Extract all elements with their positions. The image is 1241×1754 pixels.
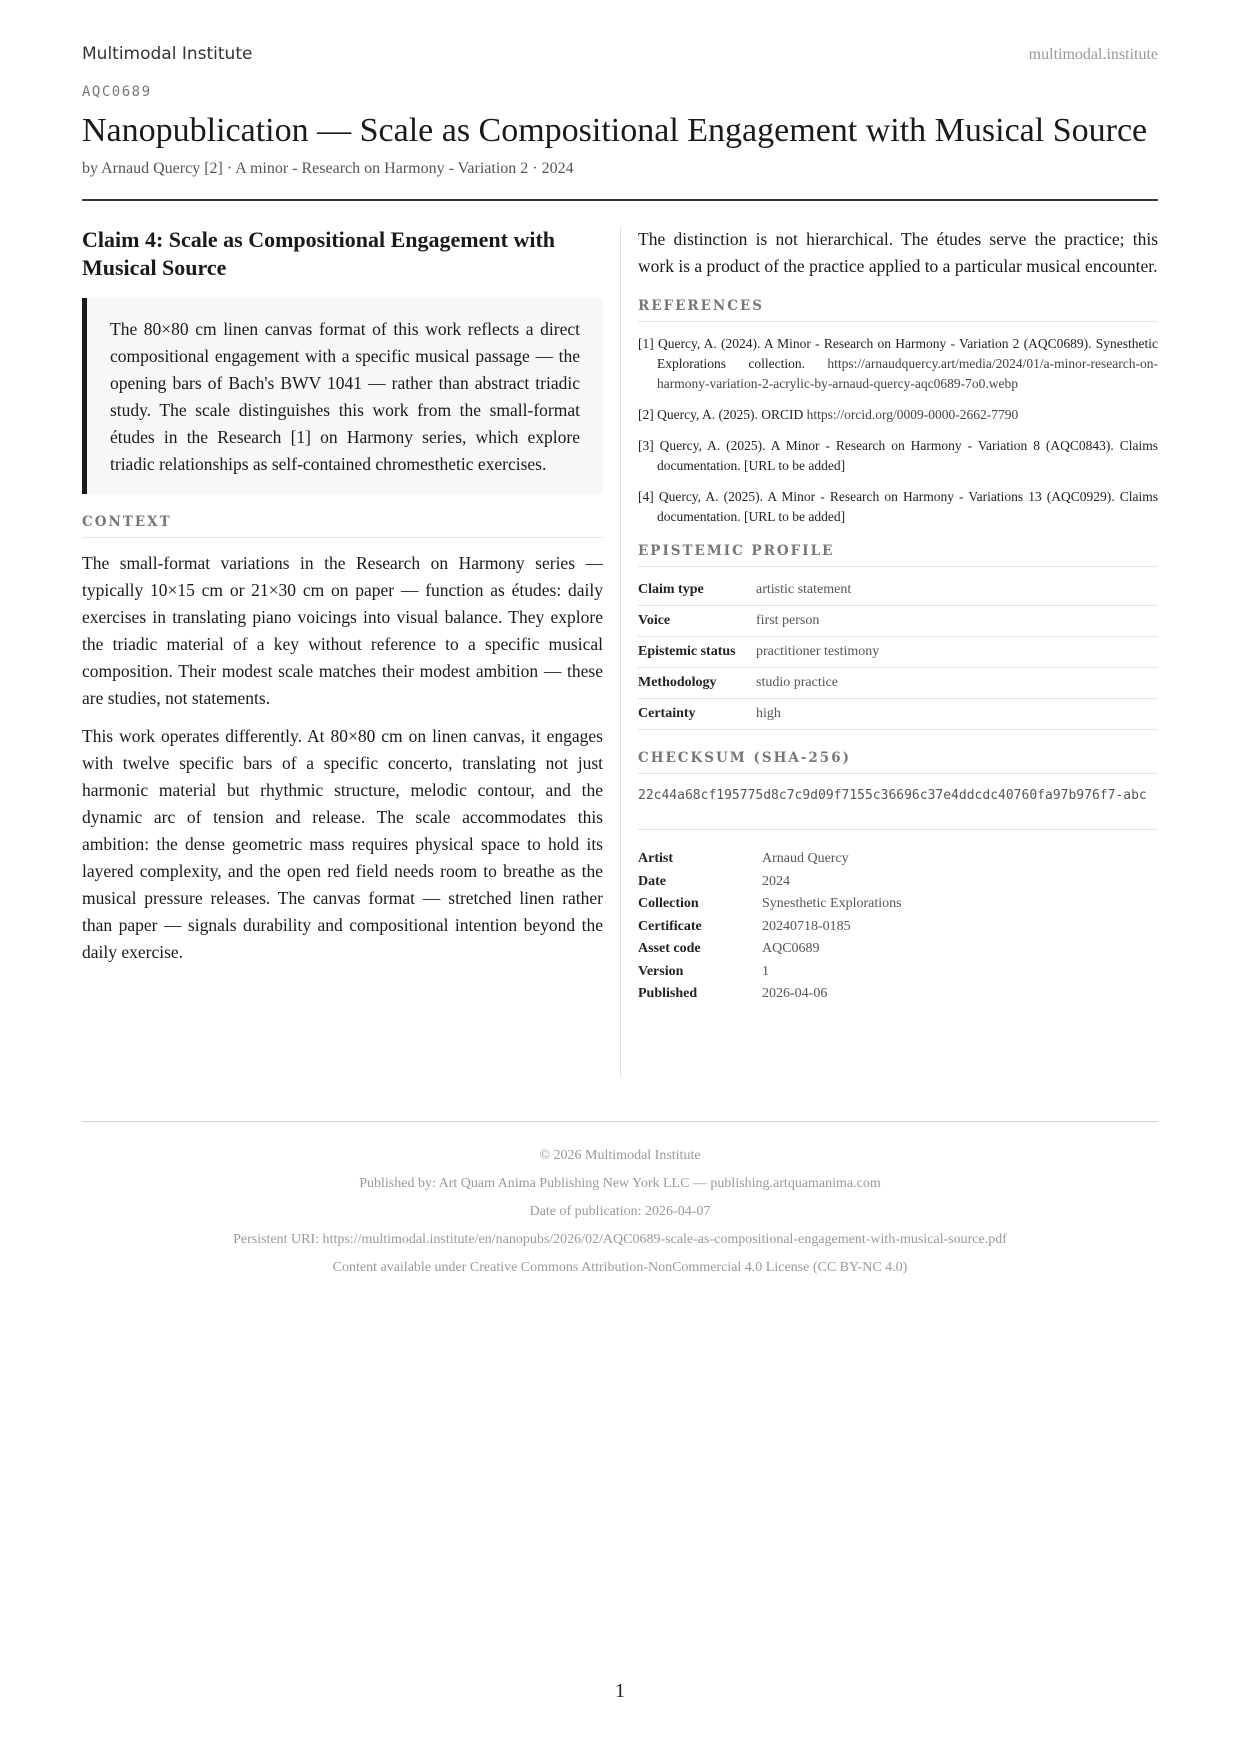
epistemic-profile-label: EPISTEMIC PROFILE: [638, 543, 1158, 567]
checksum-section: [620, 750, 1158, 1006]
metadata-value: Arnaud Quercy: [762, 851, 849, 866]
table-row: [638, 916, 1158, 939]
metadata-key: Asset code: [638, 941, 701, 956]
metadata-key: Version: [638, 963, 684, 979]
metadata-value: AQC0689: [762, 941, 820, 956]
table-row: [638, 938, 1158, 961]
epistemic-profile-section: [620, 543, 1158, 730]
table-row: [638, 637, 1158, 668]
checksum-label: CHECKSUM (SHA-256): [638, 750, 1158, 774]
footer-publication-date: Date of publication: 2026-04-07: [529, 1204, 711, 1219]
table-row: [638, 871, 1158, 894]
checksum-value: 22c44a68cf195775d8c7c9d09f7155c36696c37e4ddcdc40760fa97b976f7-abc: [638, 786, 1158, 830]
references-section: [620, 298, 1158, 527]
references-section-label: REFERENCES: [638, 298, 1158, 322]
institution-site: multimodal.institute: [1028, 46, 1158, 63]
profile-key: Methodology: [638, 668, 756, 699]
header-divider: [82, 199, 1158, 201]
metadata-value: 2024: [762, 873, 790, 889]
footer-license: Content available under Creative Commons Attribution-NonCommercial 4.0 License (CC BY-NC 4.0): [332, 1260, 908, 1275]
reference-text: [1] Quercy, A. (2024). A Minor - Research on Harmony - Variation 2 (AQC0689). Synesthetic Explorations collection.: [638, 336, 1158, 371]
footer-divider: [82, 1121, 1158, 1122]
context-section-label: CONTEXT: [82, 514, 603, 538]
page-title: Nanopublication — Scale as Compositional Engagement with Musical Source: [82, 112, 1148, 149]
left-column: [82, 226, 603, 977]
table-row: [638, 668, 1158, 699]
reference-text: [3] Quercy, A. (2025). A Minor - Research on Harmony - Variation 8 (AQC0843). Claims documentation. [URL to be added]: [638, 438, 1158, 473]
metadata-key: Artist: [638, 851, 673, 866]
profile-key: Claim type: [638, 575, 756, 606]
metadata-value: Synesthetic Explorations: [762, 896, 902, 911]
claim-heading: Claim 4: Scale as Compositional Engagement with Musical Source: [82, 227, 555, 280]
institution-name: Multimodal Institute: [82, 44, 253, 64]
table-row: [638, 699, 1158, 730]
table-row: [638, 575, 1158, 606]
reference-link[interactable]: https://orcid.org/0009-0000-2662-7790: [806, 407, 1019, 422]
metadata-key: Date: [638, 873, 666, 889]
right-column: [620, 226, 1158, 1006]
table-row: [638, 606, 1158, 637]
profile-key: Voice: [638, 606, 756, 637]
reference-item: [638, 334, 1158, 394]
footer-publisher: Published by: Art Quam Anima Publishing New York LLC — publishing.artquamanima.com: [359, 1176, 881, 1191]
table-row: [638, 983, 1158, 1006]
profile-value: high: [756, 699, 1158, 730]
metadata-value: 2026-04-06: [762, 986, 828, 1001]
footer-persistent-uri: Persistent URI: https://multimodal.institute/en/nanopubs/2026/02/AQC0689-scale-as-compositional-engagement-with-musical-source.pdf: [233, 1232, 1007, 1247]
page-number: 1: [615, 1680, 625, 1702]
byline: by Arnaud Quercy [2] · A minor - Research on Harmony - Variation 2 · 2024: [82, 160, 574, 177]
metadata-key: Collection: [638, 896, 699, 911]
reference-item: [638, 436, 1158, 476]
claim-blockquote: The 80×80 cm linen canvas format of this work reflects a direct compositional engagement with a specific musical passage — the opening bars of Bach's BWV 1041 — rather than abstract triadic study. The scale distinguishes this work from the small-format études in the Research [1] on Harmony series, which explore triadic relationships as self-contained chromesthetic exercises.: [82, 298, 603, 494]
table-row: [638, 961, 1158, 984]
profile-value: first person: [756, 606, 1158, 637]
context-paragraph: The distinction is not hierarchical. The études serve the practice; this work is a product of the practice applied to a particular musical encounter.: [638, 229, 1158, 276]
footer-copyright: © 2026 Multimodal Institute: [539, 1148, 701, 1163]
reference-link[interactable]: https://arnaudquercy.art/media/2024/01/a-minor-research-on-harmony-variation-2-acrylic-by-arnaud-quercy-aqc0689-7o0.webp: [657, 356, 1158, 391]
table-row: [638, 893, 1158, 916]
context-paragraph: This work operates differently. At 80×80 cm on linen canvas, it engages with twelve specific bars of a specific concerto, translating not just harmonic material but rhythmic structure, melodic contour, and the dynamic arc of tension and release. The scale accommodates this ambition: the dense geometric mass requires physical space to hold its layered complexity, and the open red field needs room to breathe as the musical pressure releases. The canvas format — stretched linen rather than paper — signals durability and compositional intention beyond the daily exercise.: [82, 726, 603, 962]
reference-item: [638, 487, 1158, 527]
epistemic-profile-table: [638, 575, 1158, 730]
reference-text: [4] Quercy, A. (2025). A Minor - Research on Harmony - Variations 13 (AQC0929). Claims documentation. [URL to be added]: [638, 489, 1158, 524]
profile-value: practitioner testimony: [756, 637, 1158, 668]
metadata-key: Published: [638, 986, 698, 1001]
asset-code: AQC0689: [82, 84, 152, 100]
context-paragraph: The small-format variations in the Research on Harmony series — typically 10×15 cm or 21×30 cm on paper — function as études: daily exercises in translating piano voicings into visual balance. They explore the triadic material of a key without reference to a specific musical composition. Their modest scale matches their modest ambition — these are studies, not statements.: [82, 553, 603, 708]
profile-key: Certainty: [638, 699, 756, 730]
profile-value: artistic statement: [756, 575, 1158, 606]
table-row: [638, 848, 1158, 871]
reference-item: [638, 405, 1158, 425]
metadata-table: [638, 848, 1158, 1006]
page-footer: [82, 1142, 1158, 1282]
profile-key: Epistemic status: [638, 637, 756, 668]
metadata-key: Certificate: [638, 918, 702, 934]
metadata-value: 20240718-0185: [762, 918, 851, 934]
profile-value: studio practice: [756, 668, 1158, 699]
page-header-row: [82, 44, 1158, 68]
references-list: [638, 334, 1158, 527]
reference-text: [2] Quercy, A. (2025). ORCID: [638, 407, 807, 422]
metadata-value: 1: [762, 963, 769, 979]
